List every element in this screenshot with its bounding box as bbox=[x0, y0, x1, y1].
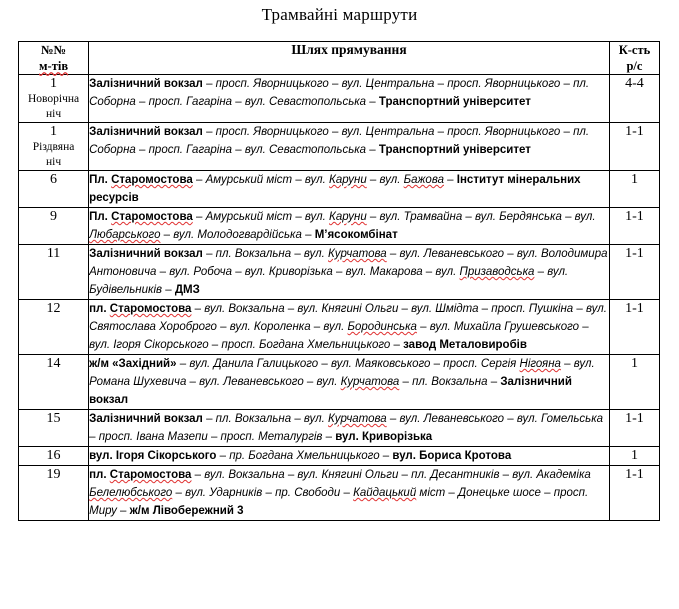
path-segment-dash: – bbox=[430, 358, 444, 370]
route-number-cell bbox=[19, 208, 89, 245]
path-segment-term: Залізничний вокзал bbox=[89, 413, 203, 425]
path-segment-via: пл. Соборна bbox=[89, 78, 590, 108]
path-segment-dash: – bbox=[202, 248, 216, 260]
path-segment-dash: – bbox=[366, 211, 380, 223]
path-segment-sp: Кайдацький bbox=[353, 487, 417, 499]
route-number-cell bbox=[19, 466, 89, 521]
path-segment-dash: – bbox=[322, 431, 336, 443]
path-segment-via: просп. Металургів bbox=[220, 431, 323, 443]
path-segment-via: вул. bbox=[303, 413, 329, 425]
path-segment-via: пр. Свободи bbox=[275, 487, 341, 499]
path-segment-via: вул. Робоча bbox=[169, 266, 232, 278]
path-segment-dash: – bbox=[160, 229, 174, 241]
path-segment-dash: – bbox=[303, 376, 317, 388]
path-segment-dash: – bbox=[332, 266, 346, 278]
route-number-cell bbox=[19, 355, 89, 410]
path-segment-via: вул. bbox=[435, 266, 460, 278]
column-header-path: Шлях прямування bbox=[89, 42, 610, 75]
path-segment-dash: – bbox=[292, 174, 305, 186]
path-segment-via: вул. Академіка bbox=[512, 469, 591, 481]
path-segment-dash: – bbox=[156, 266, 170, 278]
path-segment-term: завод Металовиробів bbox=[403, 339, 527, 351]
path-segment-term: Пл. bbox=[89, 174, 112, 186]
path-segment-via: вул. Севастопольська bbox=[244, 96, 367, 108]
path-segment-via: просп. Миру bbox=[89, 487, 589, 517]
path-segment-dash: – bbox=[560, 78, 574, 90]
path-segment-via: вул. bbox=[574, 211, 596, 223]
path-segment-via: вул. Ігоря Сікорського bbox=[89, 339, 209, 351]
route-path-cell bbox=[89, 123, 610, 171]
path-segment-term: Транспортний університет bbox=[378, 144, 531, 156]
path-segment-dash: – bbox=[386, 248, 400, 260]
column-header-route-number bbox=[19, 42, 89, 75]
route-number: 15 bbox=[46, 411, 61, 426]
header-count-line1: К-сть bbox=[618, 43, 651, 57]
path-segment-via: вул. Княгині Ольги bbox=[297, 303, 399, 315]
path-segment-dash: – bbox=[379, 450, 393, 462]
route-count-cell: 1-1 bbox=[609, 208, 659, 245]
path-segment-dash: – bbox=[176, 358, 190, 370]
path-segment-dash: – bbox=[560, 358, 574, 370]
route-number-cell bbox=[19, 171, 89, 208]
path-segment-dash: – bbox=[89, 431, 99, 443]
path-segment-via: Амурський міст bbox=[205, 174, 293, 186]
path-segment-via: вул. Леваневського bbox=[399, 413, 505, 425]
path-segment-via: вул. Ударників bbox=[185, 487, 266, 499]
route-number: 1 bbox=[50, 76, 58, 91]
path-segment-term: ж/м Лівобережний 3 bbox=[129, 505, 244, 517]
path-segment-dash: – bbox=[172, 487, 186, 499]
path-segment-term: Залізничний вокзал bbox=[89, 78, 203, 90]
path-segment-dash: – bbox=[216, 450, 230, 462]
path-segment-dash: – bbox=[292, 211, 305, 223]
route-number: 6 bbox=[50, 172, 58, 187]
path-segment-via: вул. Святослава Хороброго bbox=[89, 303, 607, 333]
route-count-cell: 1-1 bbox=[609, 245, 659, 300]
path-segment-dash: – bbox=[401, 469, 412, 481]
table-row bbox=[19, 410, 660, 447]
route-sublabel-line1: Новорічна bbox=[27, 93, 80, 105]
path-segment-dash: – bbox=[579, 321, 589, 333]
path-segment-dash: – bbox=[366, 144, 379, 156]
path-segment-dash: – bbox=[265, 487, 276, 499]
path-segment-dash: – bbox=[191, 303, 205, 315]
route-number-cell bbox=[19, 245, 89, 300]
path-segment-dash: – bbox=[291, 248, 304, 260]
path-segment-dash: – bbox=[422, 266, 436, 278]
path-segment-dash: – bbox=[202, 413, 216, 425]
path-segment-dash: – bbox=[366, 174, 380, 186]
path-segment-dash: – bbox=[202, 78, 216, 90]
path-segment-dash: – bbox=[192, 211, 206, 223]
path-segment-term: Залізничний вокзал bbox=[89, 376, 572, 406]
path-segment-via: вул. Вокзальна bbox=[204, 303, 285, 315]
route-number: 19 bbox=[46, 467, 61, 482]
path-segment-dash: – bbox=[186, 376, 200, 388]
table-row bbox=[19, 466, 660, 521]
path-segment-dash: – bbox=[318, 358, 331, 370]
path-segment-dash: – bbox=[191, 469, 205, 481]
path-segment-dash: – bbox=[116, 505, 130, 517]
path-segment-dash: – bbox=[534, 266, 548, 278]
path-segment-via: вул. Криворізька bbox=[244, 266, 333, 278]
route-sublabel-line2: ніч bbox=[45, 156, 62, 168]
route-number-cell bbox=[19, 410, 89, 447]
route-number: 16 bbox=[46, 448, 61, 463]
route-path-cell bbox=[89, 447, 610, 466]
path-segment-sp: Бородинська bbox=[347, 321, 417, 333]
path-segment-via: вул. Леваневського bbox=[199, 376, 304, 388]
path-segment-dash: – bbox=[232, 266, 245, 278]
path-segment-sp: Призаводська bbox=[459, 266, 535, 278]
path-segment-spb: Старомостова bbox=[111, 174, 193, 186]
path-segment-dash: – bbox=[390, 339, 404, 351]
path-segment-via: просп. Яворницького bbox=[215, 78, 329, 90]
path-segment-via: пл. Вокзальна bbox=[215, 413, 292, 425]
path-segment-dash: – bbox=[310, 321, 324, 333]
path-segment-via: вул. Данила Галицького bbox=[189, 358, 319, 370]
path-segment-dash: – bbox=[135, 144, 149, 156]
route-path-cell bbox=[89, 355, 610, 410]
path-segment-sp: Белелюбського bbox=[89, 487, 173, 499]
path-segment-dash: – bbox=[232, 144, 245, 156]
path-segment-dash: – bbox=[366, 96, 379, 108]
route-sublabel-line2: ніч bbox=[45, 108, 62, 120]
path-segment-via: вул. Короленка bbox=[229, 321, 311, 333]
path-segment-via: міст bbox=[416, 487, 446, 499]
path-segment-dash: – bbox=[202, 126, 216, 138]
path-segment-via: вул. Молодогвардійська bbox=[173, 229, 302, 241]
path-segment-via: вул. Михайла Грушевського bbox=[429, 321, 580, 333]
path-segment-sp: Каруни bbox=[329, 211, 367, 223]
path-segment-dash: – bbox=[135, 96, 149, 108]
path-segment-dash: – bbox=[398, 303, 412, 315]
path-segment-dash: – bbox=[487, 376, 501, 388]
routes-table-container bbox=[18, 41, 660, 521]
path-segment-via: вул. Бердянська bbox=[475, 211, 562, 223]
path-segment-via: вул. Центральна bbox=[341, 126, 435, 138]
table-row bbox=[19, 245, 660, 300]
path-segment-dash: – bbox=[504, 248, 517, 260]
path-segment-dash: – bbox=[340, 487, 354, 499]
path-segment-dash: – bbox=[386, 413, 400, 425]
route-path-cell bbox=[89, 410, 610, 447]
route-number: 9 bbox=[50, 209, 58, 224]
path-segment-dash: – bbox=[328, 78, 342, 90]
table-row bbox=[19, 171, 660, 208]
route-number-cell bbox=[19, 123, 89, 171]
path-segment-dash: – bbox=[478, 303, 492, 315]
path-segment-via: просп. Яворницького bbox=[215, 126, 329, 138]
path-segment-term: пл. bbox=[89, 469, 110, 481]
table-row bbox=[19, 208, 660, 245]
path-segment-spb: Старомостова bbox=[109, 303, 192, 315]
path-segment-dash: – bbox=[162, 284, 175, 296]
path-segment-via: пр. Богдана Хмельницького bbox=[229, 450, 380, 462]
route-number-cell bbox=[19, 447, 89, 466]
route-count-cell: 1 bbox=[609, 447, 659, 466]
path-segment-term: пл. bbox=[89, 303, 110, 315]
route-path-cell bbox=[89, 245, 610, 300]
route-count-cell: 4-4 bbox=[609, 75, 659, 123]
header-number-line2: м-тів bbox=[39, 59, 69, 73]
route-number: 11 bbox=[46, 246, 61, 261]
path-segment-via: Донецьке шосе bbox=[458, 487, 541, 499]
path-segment-dash: – bbox=[216, 321, 230, 333]
path-segment-sp: Каруни bbox=[329, 174, 367, 186]
route-count-cell: 1-1 bbox=[609, 123, 659, 171]
path-segment-term: Пл. bbox=[89, 211, 112, 223]
path-segment-dash: – bbox=[434, 126, 448, 138]
path-segment-via: вул. bbox=[323, 321, 348, 333]
path-segment-via: просп. Яворницького bbox=[447, 78, 561, 90]
table-row bbox=[19, 447, 660, 466]
path-segment-via: вул. Гомельська bbox=[516, 413, 604, 425]
path-segment-sp: Курчатова bbox=[328, 248, 387, 260]
path-segment-via: просп. Гагаріна bbox=[148, 144, 233, 156]
path-segment-dash: – bbox=[416, 321, 430, 333]
path-segment-dash: – bbox=[328, 126, 342, 138]
path-segment-spb: Старомостова bbox=[111, 211, 193, 223]
path-segment-via: вул. bbox=[304, 211, 330, 223]
path-segment-term: Залізничний вокзал bbox=[89, 248, 203, 260]
route-path-cell bbox=[89, 300, 610, 355]
path-segment-term: Транспортний університет bbox=[378, 96, 531, 108]
route-sublabel-line1: Різдвяна bbox=[32, 141, 75, 153]
path-segment-via: вул. Трамвайна bbox=[379, 211, 463, 223]
path-segment-via: вул. bbox=[303, 248, 329, 260]
path-segment-via: вул. Центральна bbox=[341, 78, 435, 90]
path-segment-dash: – bbox=[443, 174, 457, 186]
path-segment-via: вул. Севастопольська bbox=[244, 144, 367, 156]
path-segment-spb: Старомостова bbox=[109, 469, 192, 481]
table-row bbox=[19, 355, 660, 410]
path-segment-dash: – bbox=[284, 303, 298, 315]
path-segment-term: вул. Криворізька bbox=[335, 431, 433, 443]
path-segment-dash: – bbox=[207, 431, 221, 443]
path-segment-via: просп. Пушкіна bbox=[491, 303, 574, 315]
path-segment-dash: – bbox=[499, 469, 513, 481]
path-segment-sp: Курчатова bbox=[328, 413, 387, 425]
path-segment-via: вул. Шмідта bbox=[411, 303, 479, 315]
path-segment-via: вул. bbox=[316, 376, 341, 388]
path-segment-dash: – bbox=[445, 487, 458, 499]
path-segment-via: просп. Івана Мазепи bbox=[98, 431, 208, 443]
route-path-cell bbox=[89, 75, 610, 123]
path-segment-term: вул. Бориса Кротова bbox=[392, 450, 512, 462]
path-segment-sp: Курчатова bbox=[340, 376, 400, 388]
path-segment-via: вул. bbox=[379, 174, 404, 186]
table-header bbox=[19, 42, 660, 75]
path-segment-dash: – bbox=[561, 211, 575, 223]
path-segment-via: вул. Маяковського bbox=[330, 358, 431, 370]
path-segment-via: просп. Гагаріна bbox=[148, 96, 233, 108]
route-number-cell bbox=[19, 300, 89, 355]
route-number: 1 bbox=[50, 124, 58, 139]
header-number-line1: №№ bbox=[40, 43, 67, 57]
path-segment-dash: – bbox=[291, 413, 304, 425]
table-row bbox=[19, 300, 660, 355]
table-body bbox=[19, 75, 660, 521]
path-segment-sp: Бажова bbox=[403, 174, 444, 186]
path-segment-term: Інститут мінеральних ресурсів bbox=[89, 174, 581, 204]
route-number-cell bbox=[19, 75, 89, 123]
path-segment-via: пл. Вокзальна bbox=[412, 376, 488, 388]
path-segment-sp: Нігояна bbox=[519, 358, 561, 370]
path-segment-dash: – bbox=[560, 126, 574, 138]
path-segment-via: вул. Макарова bbox=[345, 266, 423, 278]
page-title: Трамвайні маршрути bbox=[261, 5, 418, 24]
path-segment-via: вул. Леваневського bbox=[399, 248, 505, 260]
header-count-line2: р/с bbox=[626, 59, 643, 73]
path-segment-via: вул. Романа Шухевича bbox=[89, 358, 595, 388]
path-segment-sp: Любарського bbox=[89, 229, 161, 241]
header-row bbox=[19, 42, 660, 75]
path-segment-via: вул. Будівельників bbox=[89, 266, 569, 296]
path-segment-via: вул. Володимира Антоновича bbox=[89, 248, 608, 278]
path-segment-dash: – bbox=[287, 469, 298, 481]
path-segment-via: просп. Богдана Хмельницького bbox=[221, 339, 391, 351]
path-segment-dash: – bbox=[232, 96, 245, 108]
path-segment-term: Залізничний вокзал bbox=[89, 126, 203, 138]
path-segment-dash: – bbox=[301, 229, 315, 241]
path-segment-dash: – bbox=[573, 303, 587, 315]
route-path-cell bbox=[89, 208, 610, 245]
path-segment-dash: – bbox=[504, 413, 517, 425]
path-segment-via: просп. Яворницького bbox=[447, 126, 561, 138]
route-count-cell: 1-1 bbox=[609, 410, 659, 447]
path-segment-via: вул. Княгині Ольги bbox=[297, 469, 402, 481]
tram-routes-table bbox=[18, 41, 660, 521]
path-segment-term: ж/м «Західний» bbox=[89, 358, 177, 370]
route-number: 12 bbox=[46, 301, 61, 316]
table-row bbox=[19, 75, 660, 123]
route-count-cell: 1-1 bbox=[609, 300, 659, 355]
path-segment-via: пл. Вокзальна bbox=[215, 248, 292, 260]
path-segment-dash: – bbox=[208, 339, 222, 351]
route-count-cell: 1-1 bbox=[609, 466, 659, 521]
path-segment-via: пл. Десантників bbox=[411, 469, 500, 481]
path-segment-dash: – bbox=[540, 487, 554, 499]
column-header-count bbox=[609, 42, 659, 75]
route-count-cell: 1 bbox=[609, 355, 659, 410]
route-count-cell: 1 bbox=[609, 171, 659, 208]
path-segment-via: пл. Соборна bbox=[89, 126, 590, 156]
route-path-cell bbox=[89, 171, 610, 208]
table-row bbox=[19, 123, 660, 171]
path-segment-dash: – bbox=[399, 376, 413, 388]
path-segment-dash: – bbox=[192, 174, 206, 186]
path-segment-term: М’ясокомбінат bbox=[314, 229, 398, 241]
path-segment-via: Амурський міст bbox=[205, 211, 293, 223]
path-segment-dash: – bbox=[462, 211, 476, 223]
path-segment-term: вул. Ігоря Сікорського bbox=[89, 450, 217, 462]
path-segment-dash: – bbox=[434, 78, 448, 90]
path-segment-via: вул. Вокзальна bbox=[204, 469, 288, 481]
route-path-cell bbox=[89, 466, 610, 521]
route-number: 14 bbox=[46, 356, 61, 371]
path-segment-via: просп. Сергія bbox=[443, 358, 520, 370]
path-segment-term: ДМЗ bbox=[174, 284, 200, 296]
path-segment-via: вул. bbox=[304, 174, 330, 186]
